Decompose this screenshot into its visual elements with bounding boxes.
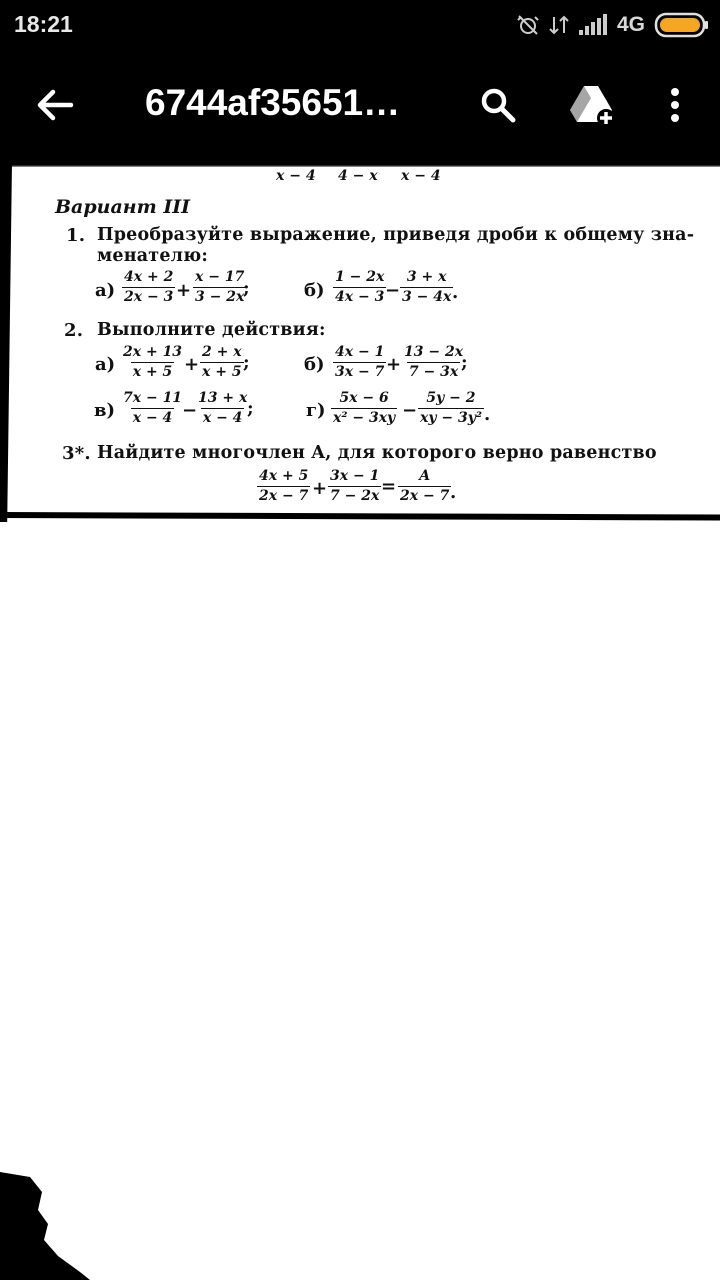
cut-off-text-3: x − 4 [401, 168, 441, 184]
operator: + [386, 354, 402, 375]
task2-b-fraction-1: $\frac{4x - 1}{3x - 7}$ [335, 344, 385, 380]
punctuation: ; [243, 278, 250, 299]
operator: − [385, 280, 401, 301]
task2-v-fraction-1: $\frac{7x - 11}{x - 4}$ [123, 390, 183, 426]
punctuation: . [452, 282, 459, 303]
task1-a-label: а) [95, 280, 116, 301]
task1-text-line2: менателю: [97, 246, 209, 266]
document-title: 6744af35651… [145, 82, 401, 123]
punctuation: ; [243, 352, 250, 373]
cut-off-text-1: x − 4 [276, 168, 316, 184]
task2-a-fraction-2: $\frac{2 + x}{x + 5}$ [202, 344, 242, 380]
search-button[interactable] [473, 80, 523, 130]
task3-fraction-1: $\frac{4x + 5}{2x - 7}$ [259, 468, 309, 504]
task2-b-label: б) [304, 354, 325, 375]
network-type: 4G [616, 13, 645, 36]
battery-icon [654, 12, 710, 38]
task1-b-label: б) [304, 280, 325, 301]
operator: + [184, 354, 200, 375]
app-toolbar [0, 50, 720, 162]
task2-v-label: в) [94, 400, 116, 421]
search-icon [478, 85, 518, 125]
scan-corner-shadow [0, 1172, 90, 1280]
task1-b-fraction-1: $\frac{1 - 2x}{4x - 3}$ [335, 269, 385, 305]
operator: + [312, 478, 328, 499]
cut-off-text-2: 4 − x [338, 168, 378, 184]
operator: + [176, 280, 192, 301]
task3-fraction-2: $\frac{3x - 1}{7 - 2x}$ [330, 468, 380, 504]
task1-a-fraction-1: $\frac{4x + 2}{2x - 3}$ [124, 269, 174, 305]
scan-top-edge [0, 162, 720, 167]
punctuation: . [450, 482, 457, 503]
signal-icon [578, 14, 608, 36]
task3-fraction-3: $\frac{A}{2x - 7}$ [400, 468, 450, 504]
task1-number: 1. [66, 225, 86, 246]
punctuation: ; [247, 398, 254, 419]
punctuation: ; [461, 352, 468, 373]
alarm-off-icon [516, 13, 540, 37]
task1-text-line1: Преобразуйте выражение, приведя дроби к общему зна- [97, 225, 695, 245]
status-icons [516, 9, 710, 41]
operator: − [182, 400, 198, 421]
scan-bottom-edge [0, 512, 720, 521]
task2-g-fraction-2: $\frac{5y - 2}{\text{xy − 3y²}}$ [420, 390, 482, 426]
task2-g-fraction-1: $\frac{5x - 6}{\text{x² − 3xy}}$ [333, 390, 396, 426]
scan-left-edge [0, 162, 12, 522]
task1-a-fraction-2: $\frac{x - 17}{3 - 2x}$ [195, 269, 245, 305]
task1-b-fraction-2: $\frac{3 + x}{3 - 4x}$ [402, 269, 452, 305]
add-to-drive-button[interactable] [565, 80, 621, 130]
variant-heading: Вариант III [55, 196, 191, 218]
task2-v-fraction-2: $\frac{13 + x}{x - 4}$ [198, 390, 248, 426]
more-vert-icon [670, 87, 680, 123]
task2-g-label: г) [306, 400, 326, 421]
more-options-button[interactable] [660, 80, 690, 130]
task3-number: 3*. [62, 443, 91, 464]
status-bar [0, 0, 720, 50]
punctuation: . [484, 404, 491, 425]
task2-b-fraction-2: $\frac{13 - 2x}{7 - 3x}$ [404, 344, 464, 380]
status-time: 18:21 [14, 11, 73, 37]
back-button[interactable] [30, 80, 80, 130]
operator: − [402, 400, 418, 421]
document-viewer[interactable] [0, 162, 720, 1280]
task3-text: Найдите многочлен A, для которого верно равенство [97, 443, 657, 463]
task2-text: Выполните действия: [97, 320, 326, 340]
task2-a-fraction-1: $\frac{2x + 13}{x + 5}$ [123, 344, 183, 380]
drive-add-icon [568, 82, 618, 128]
arrow-left-icon [35, 85, 75, 125]
data-transfer-icon [549, 13, 569, 37]
task2-a-label: а) [95, 354, 116, 375]
task2-number: 2. [64, 320, 84, 341]
operator: = [381, 476, 397, 497]
